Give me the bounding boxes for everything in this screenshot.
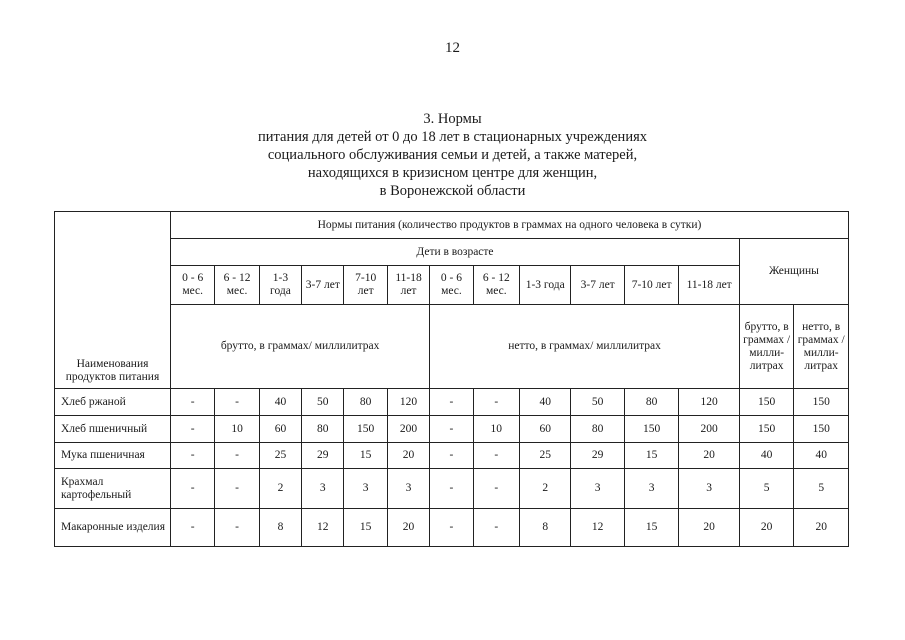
norm-value-cell: - [430,443,473,469]
age-header-netto: 1-3 года [520,266,571,305]
norm-value-cell: - [171,416,215,443]
title-line-1: 3. Нормы [423,111,482,127]
women-netto-label: нетто, в граммах / милли-литрах [794,305,849,389]
nutrition-norms-table [54,211,849,547]
title-line-2: питания для детей от 0 до 18 лет в стационарных учреждениях [257,129,647,145]
norm-value-cell: 20 [739,509,793,547]
norm-value-cell: - [430,389,473,416]
norm-value-cell: 80 [344,389,387,416]
norm-value-cell: - [171,509,215,547]
norm-value-cell: - [215,509,259,547]
norm-value-cell: - [215,469,259,509]
norm-value-cell: 29 [571,443,624,469]
header-row-groups [55,239,849,266]
norm-value-cell: 40 [520,389,571,416]
age-header-brutto: 7-10 лет [344,266,387,305]
norm-value-cell: - [473,509,519,547]
norm-value-cell: 3 [387,469,429,509]
header-row-units [55,305,849,389]
age-header-netto: 0 - 6 мес. [430,266,473,305]
norm-value-cell: 40 [259,389,301,416]
norm-value-cell: - [215,389,259,416]
norm-value-cell: 29 [302,443,344,469]
norm-value-cell: 2 [259,469,301,509]
norm-value-cell: 2 [520,469,571,509]
product-name: Крахмал картофельный [55,469,171,509]
age-header-brutto: 6 - 12 мес. [215,266,259,305]
norm-value-cell: 12 [302,509,344,547]
norm-value-cell: 3 [679,469,740,509]
children-age-header: Дети в возрасте [171,239,740,266]
header-row-norms [55,212,849,239]
norm-value-cell: 60 [520,416,571,443]
norm-value-cell: 50 [302,389,344,416]
product-name: Мука пшеничная [55,443,171,469]
norm-value-cell: 40 [794,443,849,469]
page-number: 12 [445,40,460,56]
norm-value-cell: 150 [739,389,793,416]
age-header-brutto: 11-18 лет [387,266,429,305]
norm-value-cell: - [430,416,473,443]
norm-value-cell: - [215,443,259,469]
norm-value-cell: 20 [794,509,849,547]
document-title [0,110,905,200]
norms-header: Нормы питания (количество продуктов в граммах на одного человека в сутки) [171,212,849,239]
norm-value-cell: 20 [679,509,740,547]
norm-value-cell: 15 [344,509,387,547]
table-row [55,389,849,416]
norm-value-cell: 150 [794,416,849,443]
header-row-ages [55,266,849,305]
norm-value-cell: 3 [571,469,624,509]
table-row [55,416,849,443]
norm-value-cell: - [473,443,519,469]
norm-value-cell: - [473,469,519,509]
norm-value-cell: 10 [473,416,519,443]
norm-value-cell: - [171,389,215,416]
table-row [55,469,849,509]
norm-value-cell: 50 [571,389,624,416]
norm-value-cell: 3 [624,469,678,509]
age-header-netto: 6 - 12 мес. [473,266,519,305]
product-name: Макаронные изделия [55,509,171,547]
norm-value-cell: 200 [387,416,429,443]
product-name: Хлеб пшеничный [55,416,171,443]
age-header-netto: 3-7 лет [571,266,624,305]
age-header-netto: 7-10 лет [624,266,678,305]
norm-value-cell: 10 [215,416,259,443]
norm-value-cell: 150 [344,416,387,443]
netto-units-label: нетто, в граммах/ миллилитрах [430,305,740,389]
norm-value-cell: 15 [344,443,387,469]
norm-value-cell: 80 [302,416,344,443]
norm-value-cell: 150 [794,389,849,416]
norm-value-cell: 8 [259,509,301,547]
product-name: Хлеб ржаной [55,389,171,416]
title-line-4: находящихся в кризисном центре для женщин, [307,165,598,181]
norm-value-cell: 3 [302,469,344,509]
title-line-5: в Воронежской области [379,183,526,199]
norm-value-cell: - [430,469,473,509]
norm-value-cell: 3 [344,469,387,509]
norm-value-cell: 200 [679,416,740,443]
norm-value-cell: - [430,509,473,547]
products-name-header: Наименования продуктов питания [55,212,171,389]
table-row [55,509,849,547]
norm-value-cell: 12 [571,509,624,547]
norm-value-cell: 150 [739,416,793,443]
norm-value-cell: - [171,443,215,469]
norm-value-cell: 25 [259,443,301,469]
table-body [55,389,849,547]
title-line-3: социального обслуживания семьи и детей, а также матерей, [267,147,638,163]
norm-value-cell: 20 [679,443,740,469]
norm-value-cell: 60 [259,416,301,443]
age-header-brutto: 3-7 лет [302,266,344,305]
norm-value-cell: - [171,469,215,509]
brutto-units-label: брутто, в граммах/ миллилитрах [171,305,430,389]
norm-value-cell: 120 [679,389,740,416]
norm-value-cell: - [473,389,519,416]
norm-value-cell: 15 [624,443,678,469]
norm-value-cell: 25 [520,443,571,469]
norm-value-cell: 20 [387,443,429,469]
norm-value-cell: 20 [387,509,429,547]
table-row [55,443,849,469]
norm-value-cell: 15 [624,509,678,547]
norm-value-cell: 5 [739,469,793,509]
norm-value-cell: 80 [571,416,624,443]
norm-value-cell: 5 [794,469,849,509]
norm-value-cell: 150 [624,416,678,443]
age-header-brutto: 1-3 года [259,266,301,305]
norm-value-cell: 120 [387,389,429,416]
norm-value-cell: 8 [520,509,571,547]
norm-value-cell: 40 [739,443,793,469]
age-header-netto: 11-18 лет [679,266,740,305]
women-brutto-label: брутто, в граммах / милли-литрах [739,305,793,389]
norm-value-cell: 80 [624,389,678,416]
women-header: Женщины [739,239,848,305]
age-header-brutto: 0 - 6 мес. [171,266,215,305]
